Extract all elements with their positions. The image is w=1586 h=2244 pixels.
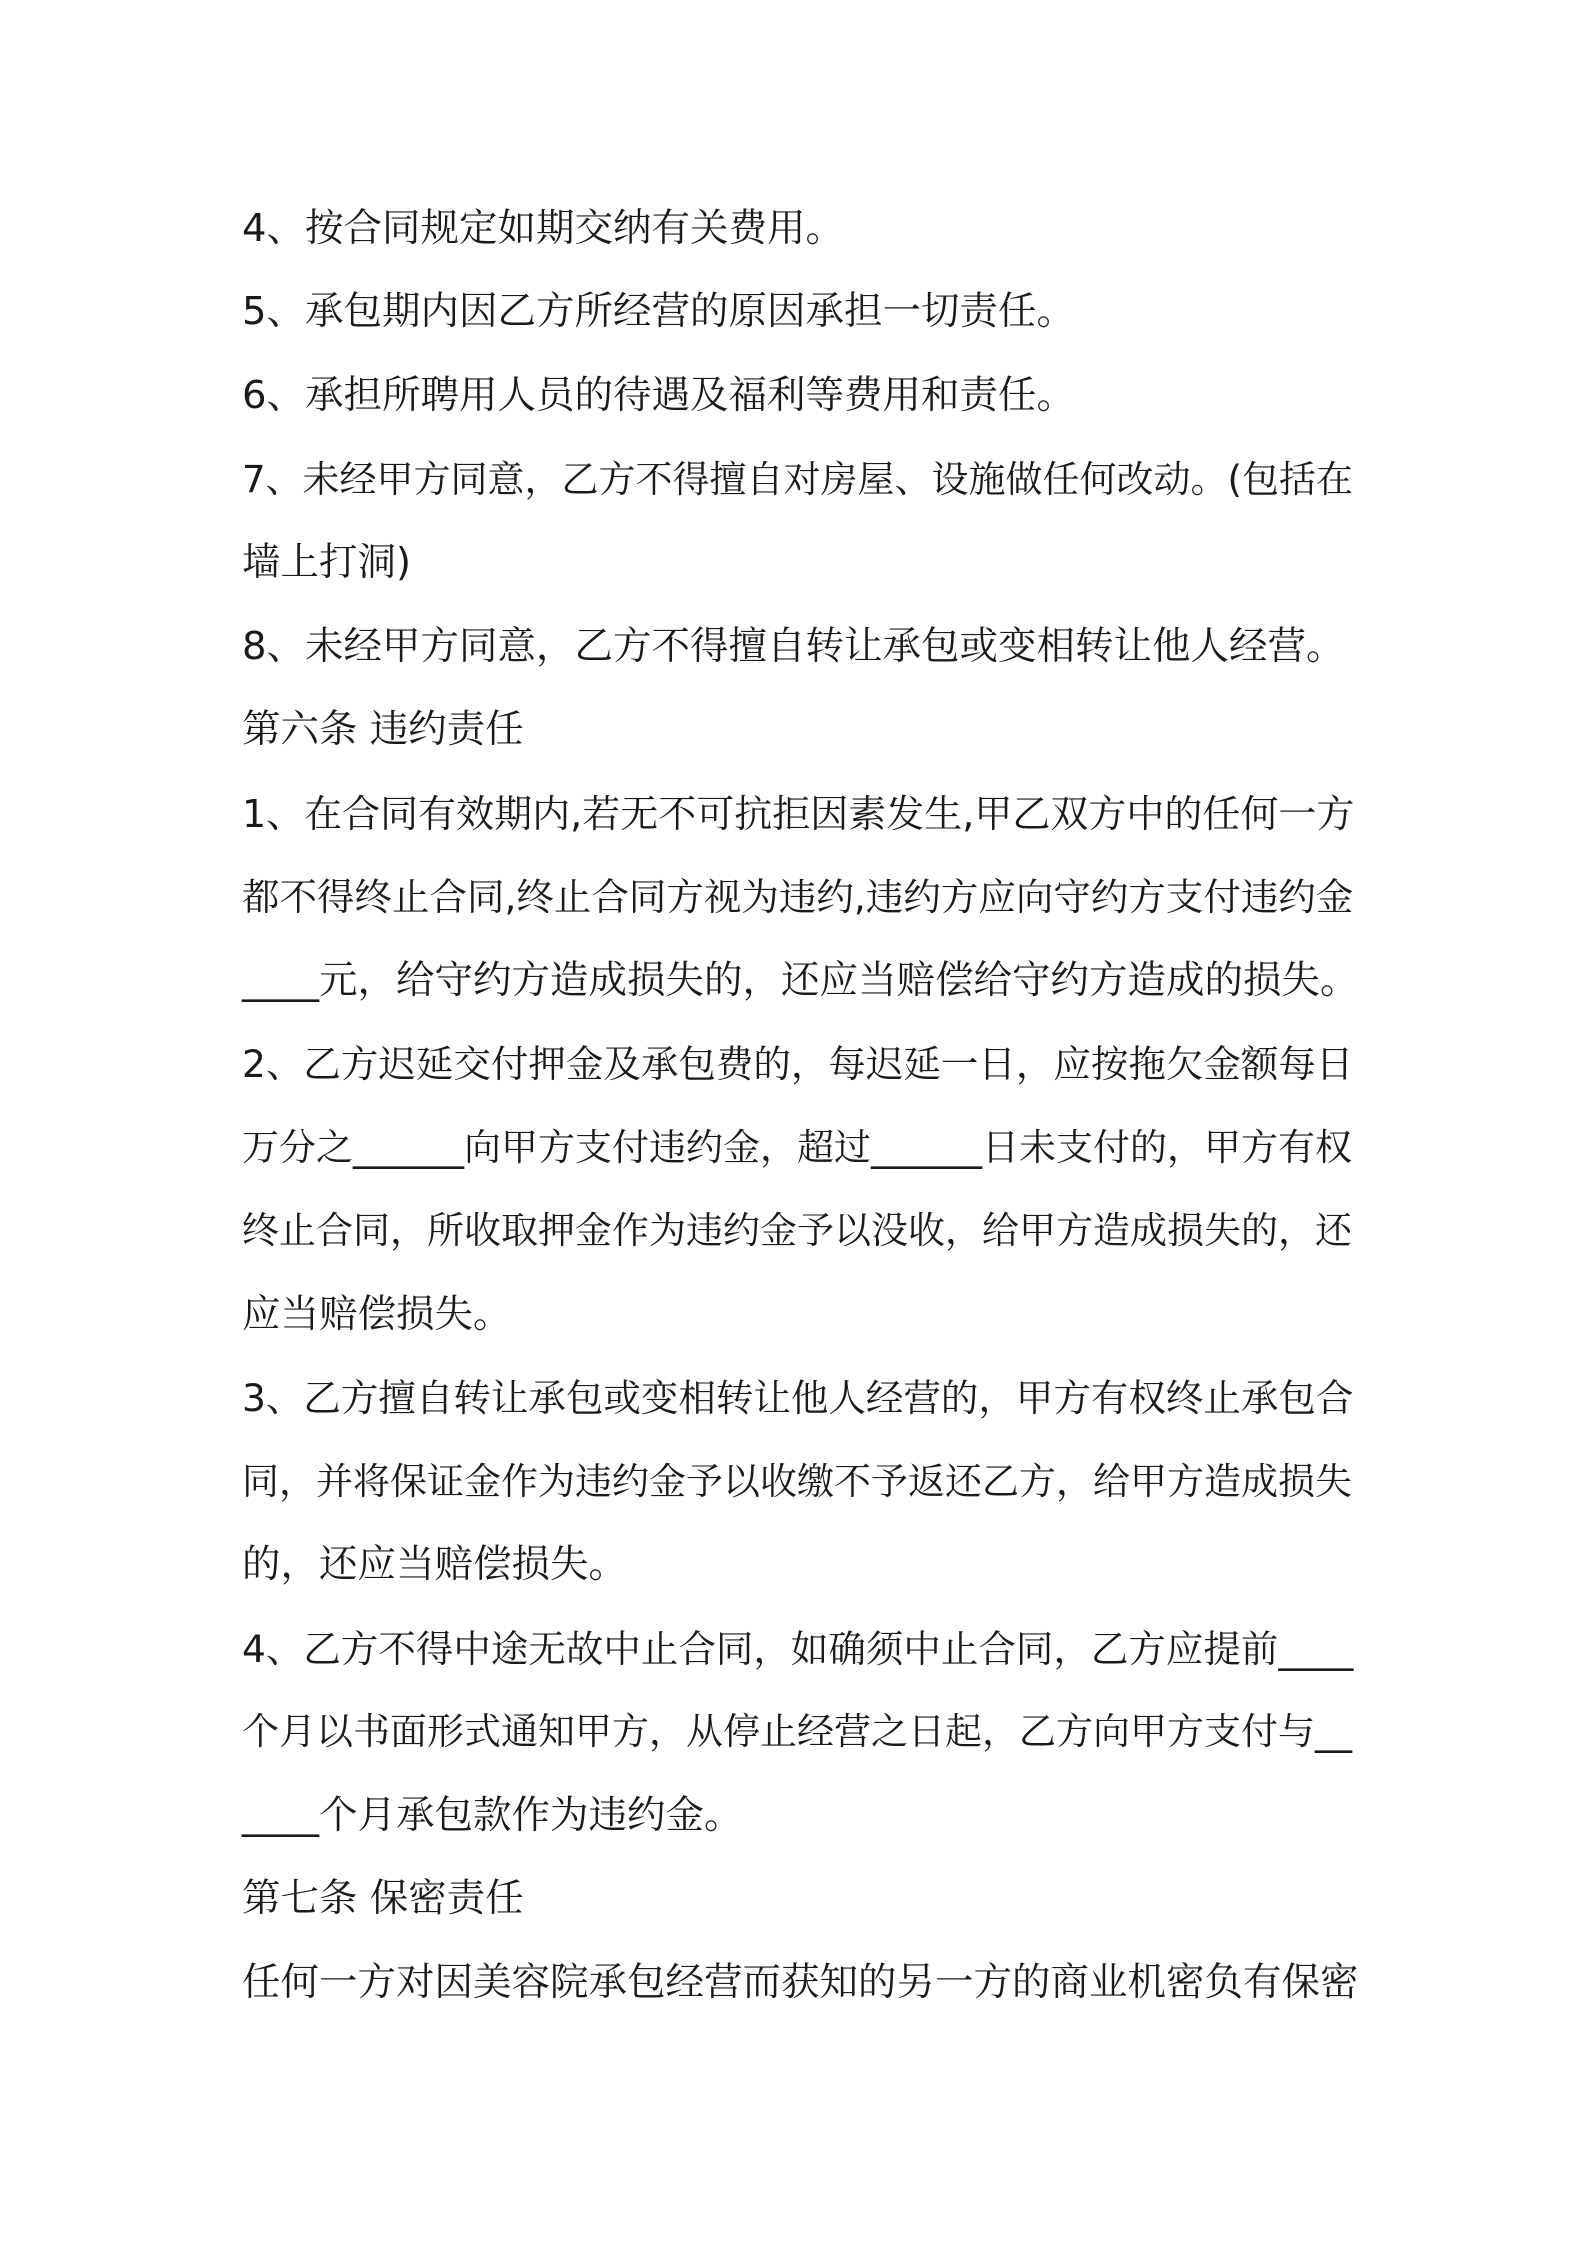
section-heading-7: 第七条 保密责任	[242, 1876, 524, 1921]
clause-line-17: 的，还应当赔偿损失。	[242, 1542, 628, 1587]
clause-line-8: 1、在合同有效期内,若无不可抗拒因素发生,甲乙双方中的任何一方	[242, 792, 1355, 836]
clause-line-4: 7、未经甲方同意，乙方不得擅自对房屋、设施做任何改动。(包括在	[242, 458, 1353, 501]
clause-line-9: 都不得终止合同,终止合同方视为违约,违约方应向守约方支付违约金	[242, 875, 1354, 919]
clause-line-16: 同，并将保证金作为违约金予以收缴不予返还乙方，给甲方造成损失	[242, 1460, 1352, 1503]
clause-line-15: 3、乙方擅自转让承包或变相转让他人经营的，甲方有权终止承包合	[242, 1376, 1354, 1420]
clause-line-1: 4、按合同规定如期交纳有关费用。	[242, 206, 844, 251]
section-heading-6: 第六条 违约责任	[242, 707, 524, 752]
clause-line-14: 应当赔偿损失。	[242, 1292, 512, 1337]
clause-line-11: 2、乙方迟延交付押金及承包费的，每迟延一日，应按拖欠金额每日	[242, 1042, 1354, 1086]
clause-line-20: ____个月承包款作为违约金。	[242, 1793, 743, 1838]
clause-line-19: 个月以书面形式通知甲方，从停止经营之日起，乙方向甲方支付与__	[242, 1710, 1352, 1753]
clause-line-12: 万分之______向甲方支付违约金，超过______日未支付的，甲方有权	[242, 1126, 1352, 1169]
clause-line-13: 终止合同，所收取押金作为违约金予以没收，给甲方造成损失的，还	[242, 1209, 1352, 1252]
clause-line-6: 8、未经甲方同意，乙方不得擅自转让承包或变相转让他人经营。	[242, 624, 1345, 669]
clause-line-10: ____元，给守约方造成损失的，还应当赔偿给守约方造成的损失。	[242, 958, 1359, 1003]
clause-line-3: 6、承担所聘用人员的待遇及福利等费用和责任。	[242, 373, 1075, 418]
clause-line-22: 任何一方对因美容院承包经营而获知的另一方的商业机密负有保密	[242, 1960, 1359, 2005]
clause-line-18: 4、乙方不得中途无故中止合同，如确须中止合同，乙方应提前____	[242, 1627, 1354, 1671]
clause-line-2: 5、承包期内因乙方所经营的原因承担一切责任。	[242, 289, 1075, 334]
clause-line-5: 墙上打洞)	[242, 540, 412, 585]
